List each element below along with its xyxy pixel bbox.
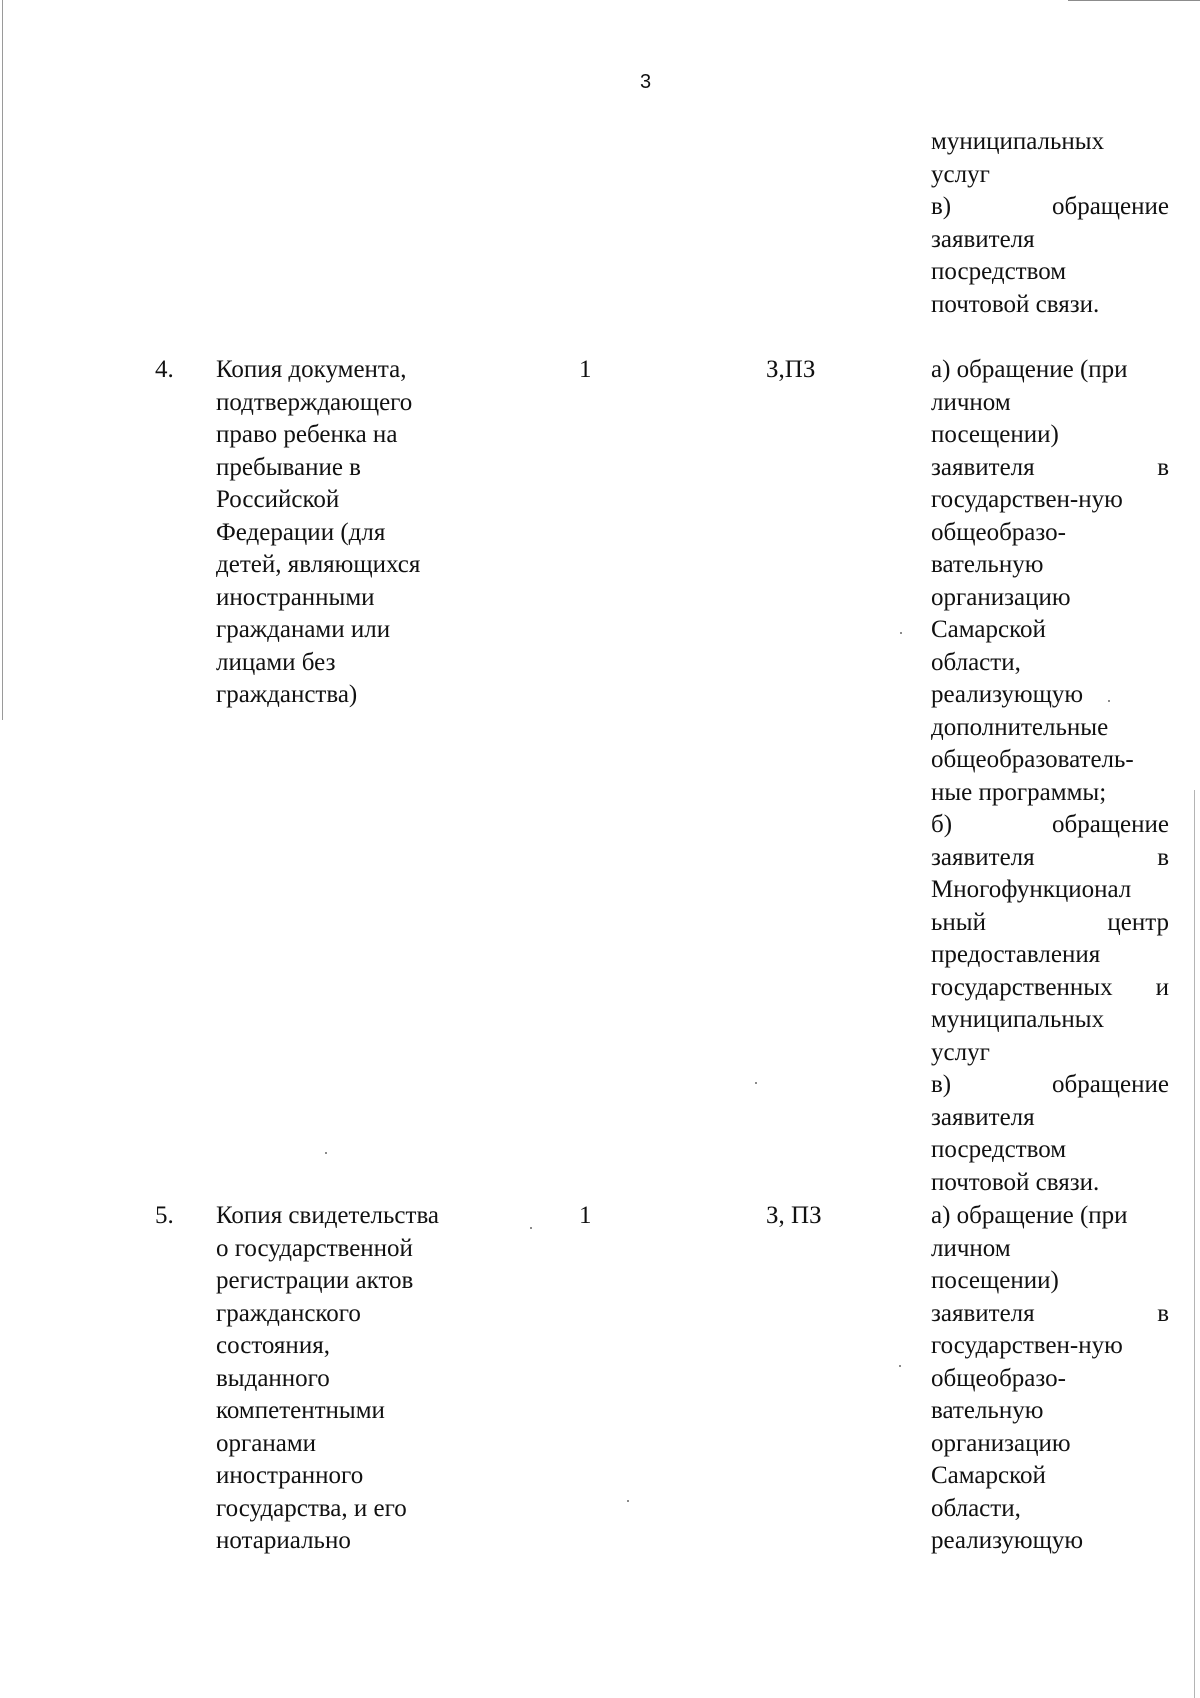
name-line: иностранными: [216, 583, 375, 611]
way-line: заявителя: [931, 1103, 1035, 1131]
way-line: области,: [931, 648, 1021, 676]
name-line: выданного: [216, 1364, 330, 1392]
name-line: нотариально: [216, 1527, 351, 1554]
way-line: Самарской: [931, 1462, 1046, 1489]
row-number: 4.: [155, 356, 174, 383]
way-line: [931, 191, 1169, 224]
way-line: личном: [931, 388, 1011, 416]
scan-edge-right: [1194, 790, 1195, 1698]
way-line: Многофункционал: [931, 876, 1132, 903]
way-line: а) обращение (при: [931, 356, 1128, 383]
submission-way-cell: [931, 354, 1169, 1199]
way-word: в): [931, 193, 952, 220]
name-line: о государственной: [216, 1234, 413, 1262]
way-line: [931, 452, 1169, 485]
way-line: почтовой связи.: [931, 290, 1100, 318]
way-word: в: [1157, 453, 1169, 481]
scan-edge-top: [1068, 0, 1200, 1]
way-word: в: [1157, 843, 1169, 871]
way-line: общеобразователь-: [931, 746, 1134, 773]
name-line: органами: [216, 1429, 317, 1457]
name-line: Копия свидетельства: [216, 1202, 440, 1229]
name-line: компетентными: [216, 1397, 385, 1424]
name-line: Российской: [216, 486, 340, 513]
continuation-way-cell: [931, 126, 1169, 321]
way-line: вательную: [931, 551, 1044, 578]
page-number: 3: [640, 71, 652, 93]
name-line: государства, и его: [216, 1494, 407, 1522]
way-word: заявителя: [931, 1299, 1035, 1327]
way-word: центр: [1107, 908, 1169, 936]
way-line: личном: [931, 1234, 1011, 1262]
scan-edge-left: [2, 0, 3, 720]
way-line: общеобразо-: [931, 518, 1066, 546]
way-line: государствен-ную: [931, 486, 1123, 513]
way-word: в: [1157, 1299, 1169, 1327]
way-line: вательную: [931, 1397, 1044, 1424]
way-word: б): [931, 811, 953, 838]
name-line: гражданства): [216, 681, 358, 708]
way-line: [931, 1298, 1169, 1331]
name-line: гражданского: [216, 1299, 361, 1327]
way-line: ные программы;: [931, 778, 1107, 806]
document-type-cell: З,ПЗ: [766, 356, 816, 383]
way-word: обращение: [1051, 811, 1169, 838]
name-line: детей, являющихся: [216, 551, 421, 578]
way-line: дополнительные: [931, 713, 1109, 741]
way-line: а) обращение (при: [931, 1202, 1128, 1229]
way-line: государствен-ную: [931, 1332, 1123, 1359]
document-name-cell: [216, 1200, 439, 1558]
scan-speck: [325, 1152, 327, 1154]
name-line: Федерации (для: [216, 518, 386, 546]
way-line: [931, 972, 1169, 1005]
way-word: в): [931, 1071, 952, 1098]
way-line: посредством: [931, 1136, 1067, 1163]
scan-speck: [899, 1365, 901, 1367]
document-name-cell: [216, 354, 420, 712]
way-word: обращение: [1051, 1071, 1169, 1098]
scan-speck: [900, 632, 902, 634]
way-line: посредством: [931, 258, 1067, 285]
way-word: заявителя: [931, 453, 1035, 481]
way-word: заявителя: [931, 843, 1035, 871]
way-line: почтовой связи.: [931, 1168, 1100, 1196]
name-line: право ребенка на: [216, 421, 398, 448]
way-line: реализующую: [931, 681, 1084, 708]
way-word: обращение: [1051, 193, 1169, 220]
scan-speck: [627, 1500, 629, 1502]
quantity-cell: 1: [579, 356, 592, 383]
way-line: заявителя: [931, 225, 1035, 253]
name-line: подтверждающего: [216, 388, 413, 416]
way-line: [931, 809, 1169, 842]
way-line: услуг: [931, 160, 990, 188]
submission-way-cell: [931, 1200, 1169, 1558]
name-line: иностранного: [216, 1462, 364, 1489]
way-line: [931, 842, 1169, 875]
way-line: организацию: [931, 583, 1071, 611]
way-line: посещении): [931, 1267, 1059, 1294]
scan-speck: [530, 1227, 532, 1229]
way-line: муниципальных: [931, 128, 1105, 155]
way-line: муниципальных: [931, 1006, 1105, 1033]
way-line: [931, 907, 1169, 940]
name-line: гражданами или: [216, 616, 391, 643]
way-line: предоставления: [931, 941, 1101, 968]
way-line: Самарской: [931, 616, 1046, 643]
name-line: регистрации актов: [216, 1267, 414, 1294]
row-number: 5.: [155, 1202, 174, 1229]
way-line: реализующую: [931, 1527, 1084, 1554]
way-line: услуг: [931, 1038, 990, 1066]
way-line: посещении): [931, 421, 1059, 448]
way-line: организацию: [931, 1429, 1071, 1457]
name-line: пребывание в: [216, 453, 361, 481]
way-line: [931, 1069, 1169, 1102]
document-type-cell: З, ПЗ: [766, 1202, 822, 1229]
name-line: лицами без: [216, 648, 336, 676]
name-line: Копия документа,: [216, 356, 407, 383]
way-word: и: [1155, 973, 1169, 1001]
quantity-cell: 1: [579, 1202, 592, 1229]
way-word: государственных: [931, 973, 1113, 1001]
way-line: общеобразо-: [931, 1364, 1066, 1392]
way-word: ьный: [931, 908, 986, 936]
name-line: состояния,: [216, 1332, 330, 1359]
way-line: области,: [931, 1494, 1021, 1522]
scan-speck: [755, 1082, 757, 1084]
